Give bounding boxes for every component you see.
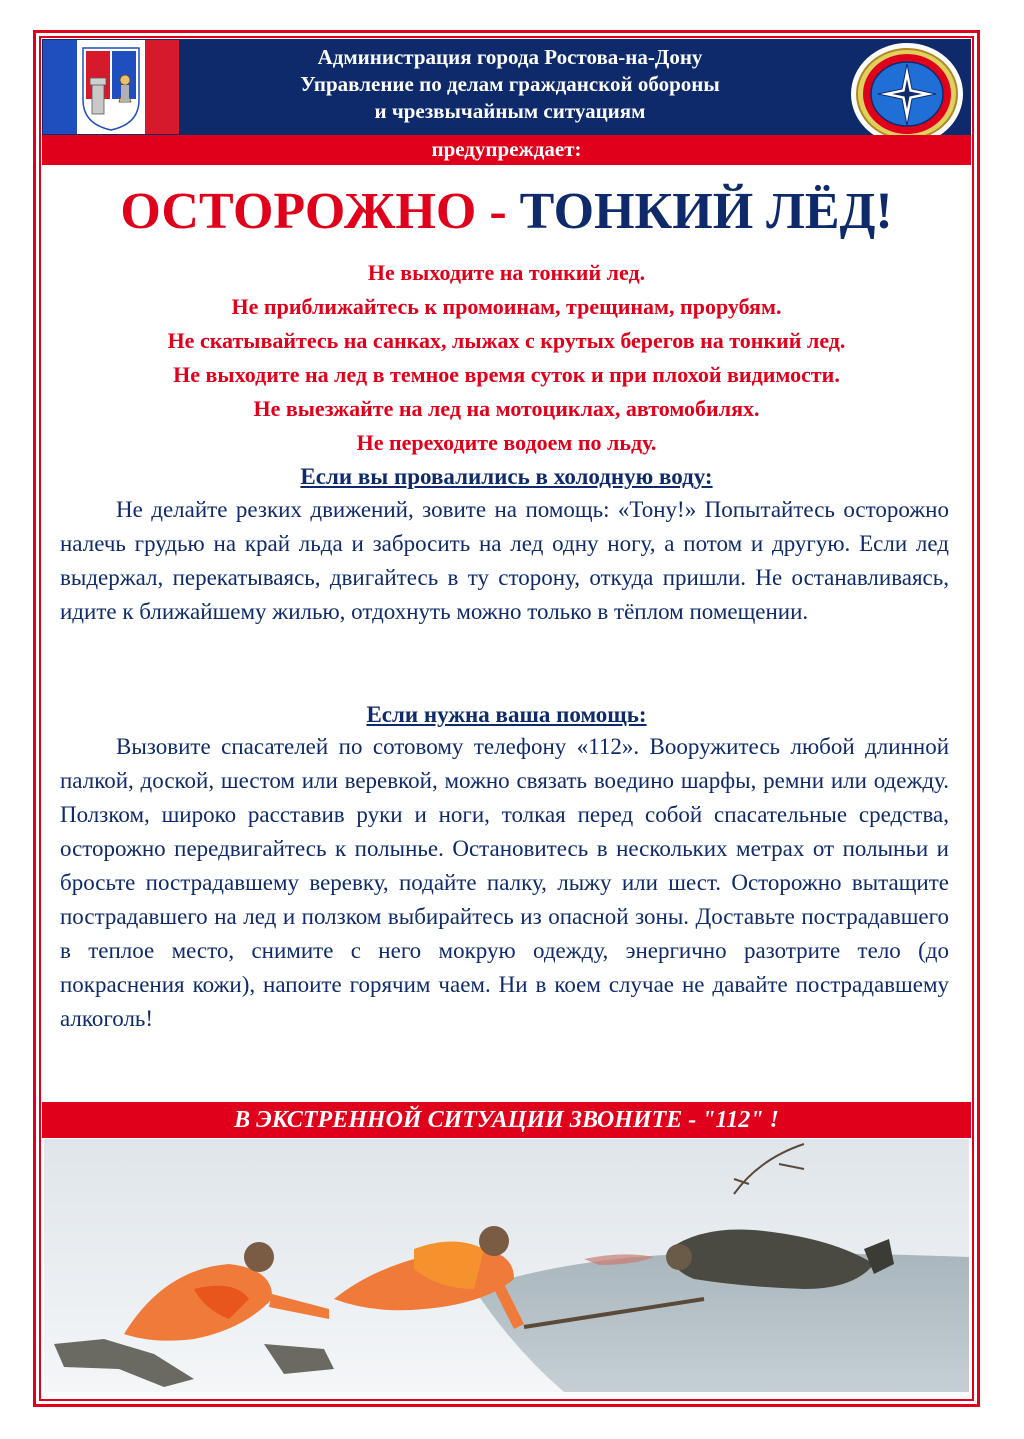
emergency-call-bar [42, 1102, 971, 1138]
header-line-3: и чрезвычайным ситуациям [374, 99, 646, 123]
rule-item: Не переходите водоем по льду. [356, 430, 657, 455]
section-1-text: Не делайте резких движений, зовите на помощь: «Тону!» Попытайтесь осторожно налечь грудью на край льда и забросить на лед одну ногу, а потом и другую. Если лед выдержал, перекатываясь, двигайтесь в ту сторону, откуда пришли. Не останавливаясь, идите к ближайшему жилью, отдохнуть можно только в тёплом помещении. [60, 497, 949, 624]
rescue-photo [44, 1139, 969, 1392]
header-line-2: Управление по делам гражданской обороны [300, 72, 720, 96]
title-part-2: ТОНКИЙ ЛЁД! [519, 183, 893, 240]
section-1-heading: Если вы провалились в холодную воду: [300, 464, 713, 489]
rule-item: Не выезжайте на лед на мотоциклах, автомобилях. [253, 396, 760, 421]
rule-item: Не выходите на лед в темное время суток и при плохой видимости. [173, 362, 840, 387]
rule-item: Не скатывайтесь на санках, лыжах с крутых берегов на тонкий лед. [167, 328, 846, 353]
coat-shield-icon [77, 44, 145, 132]
section-2-text: Вызовите спасателей по сотовому телефону «112». Вооружитесь любой длинной палкой, доской, шестом или веревкой, можно связать воедино шарфы, ремни или одежду. Ползком, широко расставив руки и ноги, толкая перед собой спасательные средства, осторожно передвигайтесь к полынье. Остановитесь в нескольких метрах от полыньи и бросьте пострадавшему веревку, подайте палку, лыжу или шест. Осторожно вытащите пострадавшего на лед и ползком выбирайтесь из опасной зоны. Доставьте пострадавшего в теплое место, снимите с него мокрую одежду, энергично разотрите тело (до покраснения кожи), напоите горячим чаем. Ни в коем случае не давайте пострадавшему алкоголь! [60, 734, 949, 1031]
emergency-call-text: В ЭКСТРЕННОЙ СИТУАЦИИ ЗВОНИТЕ - "112" ! [234, 1107, 779, 1133]
rule-item: Не выходите на тонкий лед. [367, 260, 646, 285]
title-part-1: ОСТОРОЖНО - [120, 183, 520, 240]
section-2-heading: Если нужна ваша помощь: [366, 702, 647, 727]
warning-bar [42, 135, 971, 165]
header-line-1: Администрация города Ростова-на-Дону [317, 45, 703, 69]
warns-label: предупреждает: [431, 137, 582, 161]
rostov-coat-of-arms-logo [43, 40, 179, 134]
rule-item: Не приближайтесь к промоинам, трещинам, прорубям. [231, 294, 782, 319]
ice-rescue-illustration [44, 1139, 969, 1392]
header-title [190, 44, 830, 125]
page-title [42, 180, 971, 244]
safety-rules-list [42, 256, 971, 460]
